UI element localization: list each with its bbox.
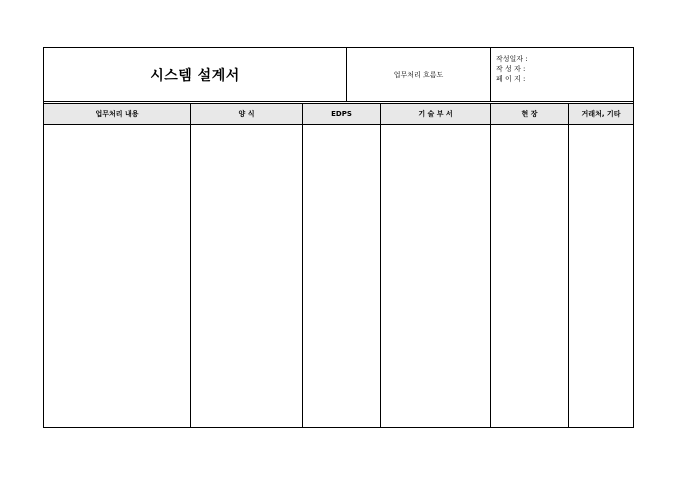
column-header-edps: EDPS	[331, 110, 352, 118]
header-divider	[490, 48, 491, 101]
column-header-form: 양 식	[238, 110, 255, 118]
column-divider	[568, 104, 569, 427]
document-title: 시스템 설계서	[150, 67, 240, 84]
meta-info	[496, 54, 626, 84]
column-divider	[190, 104, 191, 427]
column-divider	[302, 104, 303, 427]
column-header-tech-dept: 기 술 부 서	[418, 110, 453, 118]
column-header-site: 현 장	[521, 110, 538, 118]
page-label: 페 이 지 :	[496, 75, 526, 83]
column-header-vendor-etc: 거래처, 기타	[581, 110, 621, 118]
column-header-row	[44, 104, 633, 125]
column-header-task: 업무처리 내용	[95, 110, 139, 118]
author-label: 작 성 자 :	[496, 65, 526, 73]
flow-label: 업무처리 흐름도	[393, 70, 444, 79]
date-label: 작성일자 :	[496, 55, 528, 63]
column-divider	[380, 104, 381, 427]
form-header	[44, 48, 633, 101]
column-divider	[490, 104, 491, 427]
system-design-form	[43, 47, 634, 428]
